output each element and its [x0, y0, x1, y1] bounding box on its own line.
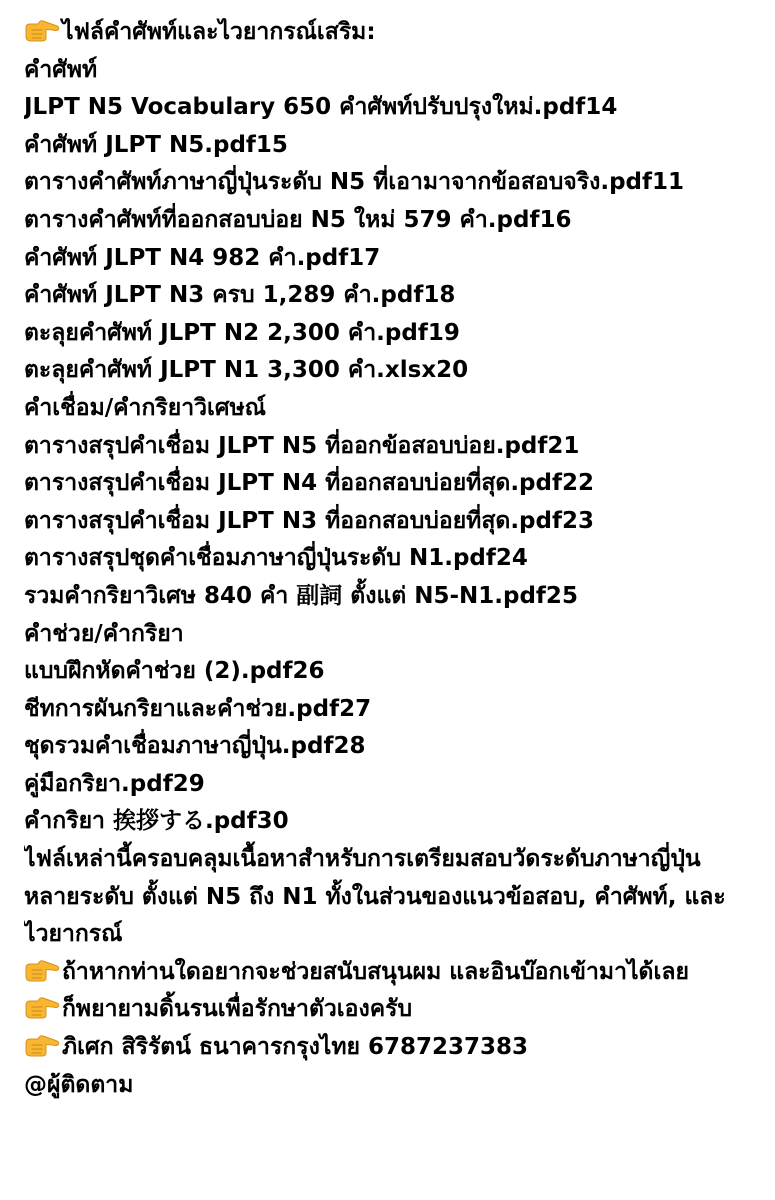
file-entry: ชุดรวมคำเชื่อมภาษาญี่ปุ่น.pdf28 [24, 733, 366, 760]
file-entry: คู่มือกริยา.pdf29 [24, 770, 205, 797]
file-entry: คำศัพท์ JLPT N3 ครบ 1,289 คำ.pdf18 [24, 282, 456, 309]
backhand-index-pointing-right-icon [24, 18, 60, 42]
file-entry: แบบฝึกหัดคำช่วย (2).pdf26 [24, 658, 325, 685]
support-line [24, 954, 755, 992]
file-entry: ตารางสรุปคำเชื่อม JLPT N4 ที่ออกสอบบ่อยที่สุด.pdf22 [24, 470, 594, 497]
support-text: ถ้าหากท่านใดอยากจะช่วยสนับสนุนผม และอินบ๊อกเข้ามาได้เลย [62, 958, 689, 985]
backhand-index-pointing-right-icon [24, 995, 60, 1019]
file-entry: คำกริยา 挨拶する.pdf30 [24, 808, 289, 835]
intro-line [24, 14, 755, 52]
backhand-index-pointing-right-icon [24, 1033, 60, 1057]
struggle-line [24, 991, 755, 1029]
file-entry: ตารางสรุปคำเชื่อม JLPT N3 ที่ออกสอบบ่อยที่สุด.pdf23 [24, 507, 594, 534]
bank-account-text: ภิเศก สิริรัตน์ ธนาคารกรุงไทย 6787237383 [62, 1034, 529, 1061]
file-entry: ตารางคำศัพท์ที่ออกสอบบ่อย N5 ใหม่ 579 คำ.pdf16 [24, 206, 572, 233]
file-entry: JLPT N5 Vocabulary 650 คำศัพท์ปรับปรุงใหม่.pdf14 [24, 94, 618, 121]
file-entry: คำศัพท์ JLPT N4 982 คำ.pdf17 [24, 244, 381, 271]
file-entry: รวมคำกริยาวิเศษ 840 คำ 副詞 ตั้งแต่ N5-N1.pdf25 [24, 582, 578, 609]
file-entry: ตะลุยคำศัพท์ JLPT N2 2,300 คำ.pdf19 [24, 319, 460, 346]
section-heading-vocabulary: คำศัพท์ [24, 56, 98, 83]
file-entry: ตารางคำศัพท์ภาษาญี่ปุ่นระดับ N5 ที่เอามาจากข้อสอบจริง.pdf11 [24, 169, 685, 196]
summary-paragraph: ไฟล์เหล่านี้ครอบคลุมเนื้อหาสำหรับการเตรียมสอบวัดระดับภาษาญี่ปุ่นหลายระดับ ตั้งแต่ N5 ถึง N1 ทั้งในส่วนของแนวข้อสอบ, คำศัพท์, และไวยากรณ์ [24, 846, 726, 948]
file-entry: ตะลุยคำศัพท์ JLPT N1 3,300 คำ.xlsx20 [24, 357, 469, 384]
file-entry: ตารางสรุปชุดคำเชื่อมภาษาญี่ปุ่นระดับ N1.pdf24 [24, 545, 528, 572]
section-heading-particles-verbs: คำช่วย/คำกริยา [24, 620, 184, 647]
section-heading-conjunctions: คำเชื่อม/คำกริยาวิเศษณ์ [24, 394, 266, 421]
file-entry: คำศัพท์ JLPT N5.pdf15 [24, 131, 288, 158]
intro-text: ไฟล์คำศัพท์และไวยากรณ์เสริม: [62, 19, 376, 45]
backhand-index-pointing-right-icon [24, 958, 60, 982]
followers-mention: @ผู้ติดตาม [24, 1071, 134, 1098]
bank-account-line [24, 1029, 755, 1067]
struggle-text: ก็พยายามดิ้นรนเพื่อรักษาตัวเองครับ [62, 996, 413, 1023]
file-entry: ตารางสรุปคำเชื่อม JLPT N5 ที่ออกข้อสอบบ่อย.pdf21 [24, 432, 580, 459]
file-entry: ชีทการผันกริยาและคำช่วย.pdf27 [24, 695, 372, 722]
